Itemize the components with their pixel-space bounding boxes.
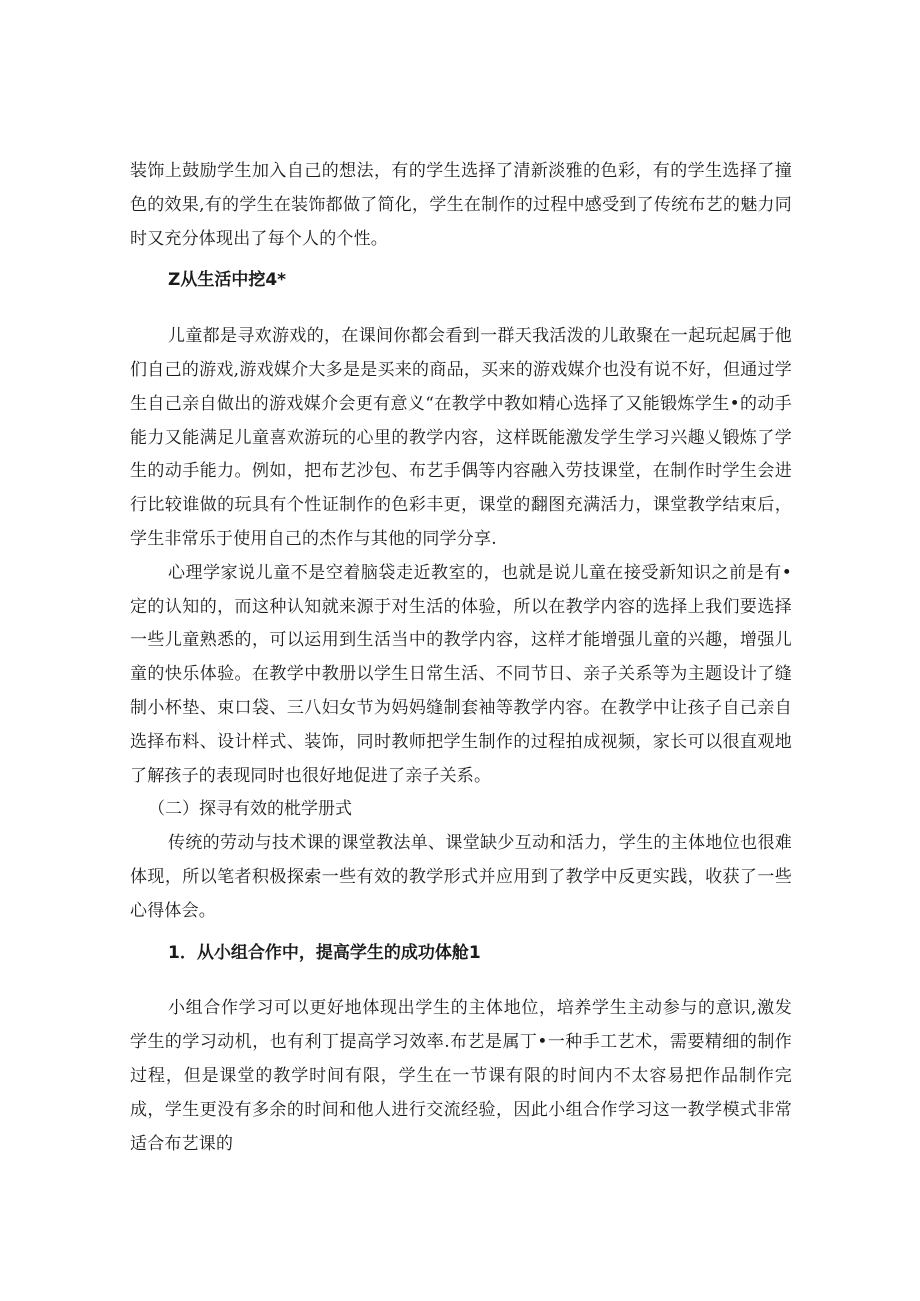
paragraph-group-learning: 小组合作学习可以更好地体现出学生的主体地位，培养学生主动参与的意识,激发学生的学习动机，也有利丁提高学习效率.布艺是属丁•一种手工艺术，需要精细的制作过程，但是课堂的教学时间有限，学生在一节课有限的时间内不太容易把作品制作完成，学生更没有多余的时间和他人进行交流经验，因此小组合作学习这一教学模式非常适合布艺课的 xyxy=(130,998,792,1154)
paragraph-fabric-decoration: 装饰上鼓励学生加入自己的想法，有的学生选择了清新淡雅的色彩，有的学生选择了撞色的效果,有的学生在装饰都做了简化，学生在制作的过程中感受到了传统布艺的魅力同时又充分体现出了每个人的个性。 xyxy=(130,161,792,249)
section-heading-teaching-forms: （二）探寻有效的枇学册式 xyxy=(148,799,352,820)
document-page xyxy=(130,155,792,1161)
paragraph-psychology: 心理学家说儿童不是空着脑袋走近教室的，也就是说儿童在接受新知识之前是有•定的认知的，而这种认知就来源于对生活的体验，所以在教学内容的选择上我们要选择一些儿童熟悉的，可以运用到生活当中的教学内容，这样才能增强儿童的兴趣，增强儿童的快乐体验。在教学中教册以学生日常生活、不同节日、亲子关系等为主题设计了缝制小杯垫、束口袋、三八妇女节为妈妈缝制套袖等教学内容。在教学中让孩子自己亲自选择布料、设计样式、装饰，同时教师把学生制作的过程拍成视频，家长可以很直观地了解孩子的表现同时也很好地促进了亲子关系。 xyxy=(130,562,792,786)
paragraph-traditional-class: 传统的劳动与技术课的课堂教法单、课堂缺少互动和活力，学生的主体地位也很难体现，所以笔者积极探索一些有效的教学形式并应用到了教学中反更实践，收获了一些心得体会。 xyxy=(130,833,792,921)
subsection-heading-group-work: 1．从小组合作中，提高学生的成功体舱1 xyxy=(168,942,481,963)
section-heading-life: Z从生活中挖4* xyxy=(168,270,287,291)
paragraph-children-games: 儿童都是寻欢游戏的，在课间你都会看到一群天我活泼的儿敢聚在一起玩起属于他们自己的游戏,游戏媒介大多是是买来的商品，买来的游戏媒介也没有说不好，但通过学生自己亲自做出的游戏媒介会更有意义“在教学中教如精心选择了又能锻炼学生•的动手能力又能满足儿童喜欢游玩的心里的教学内容，这样既能激发学生学习兴趣乂锻炼了学生的动手能力。例如，把布艺沙包、布艺手偶等内容融入劳技课堂，在制作时学生会进行比较谁做的玩具有个性证制作的色彩丰更，课堂的翻图充满活力，课堂教学结束后，学生非常乐于使用自己的杰作与其他的同学分享. xyxy=(130,326,792,549)
